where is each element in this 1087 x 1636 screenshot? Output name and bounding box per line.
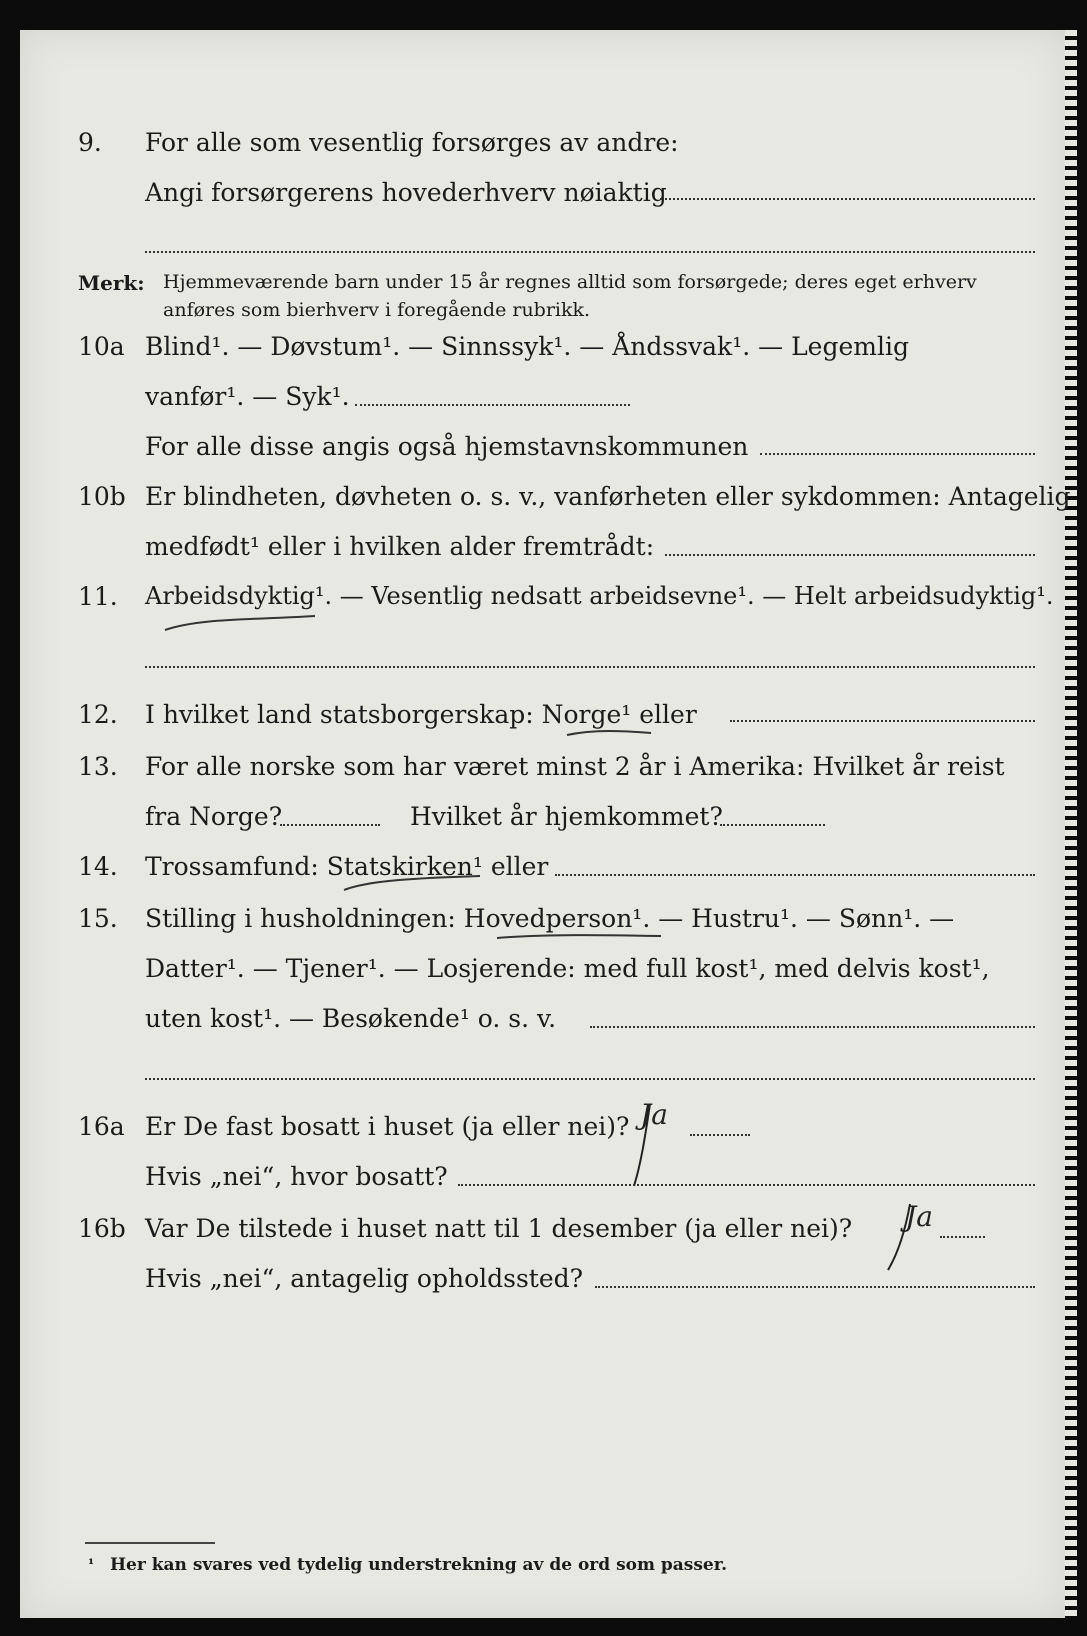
q9-line2: Angi forsørgerens hovederhverv nøiaktig (145, 178, 667, 207)
q11-line1: Arbeidsdyktig¹. — Vesentlig nedsatt arbeidsevne¹. — Helt arbeidsudyktig¹. (145, 582, 1054, 610)
q16b-answer-line[interactable] (940, 1236, 985, 1238)
q16a-handwritten-answer: Ja (640, 1098, 668, 1131)
q10a-line3: For alle disse angis også hjemstavnskommunen (145, 432, 749, 461)
q15-answer-line-2[interactable] (145, 1078, 1035, 1080)
q14-line1: Trossamfund: Statskirken¹ eller (145, 852, 549, 881)
q16b-number: 16b (78, 1214, 126, 1243)
q11-number: 11. (78, 582, 118, 611)
q13-line2a: fra Norge? (145, 802, 283, 831)
q16b-opholdssted-line[interactable] (595, 1286, 1035, 1288)
q10a-line1: Blind¹. — Døvstum¹. — Sinnssyk¹. — Åndssvak¹. — Legemlig (145, 332, 909, 361)
footnote-mark: ¹ (88, 1557, 95, 1573)
q13-hjemkommet-line[interactable] (720, 824, 825, 826)
footnote-rule (85, 1542, 215, 1544)
q10a-line2: vanfør¹. — Syk¹. (145, 382, 350, 411)
q16a-bosatt-line[interactable] (458, 1184, 1035, 1186)
q15-handwritten-underline (495, 930, 665, 944)
q10b-line2: medfødt¹ eller i hvilken alder fremtrådt: (145, 532, 655, 561)
q9-answer-line-2[interactable] (145, 251, 1035, 253)
q13-line2b: Hvilket år hjemkommet? (410, 802, 723, 831)
q16b-handwritten-answer: Ja (905, 1200, 933, 1233)
q9-answer-line[interactable] (660, 198, 1035, 200)
q14-handwritten-underline (340, 872, 485, 894)
q10b-answer-line[interactable] (665, 554, 1035, 556)
q16a-answer-line[interactable] (690, 1134, 750, 1136)
q13-line1: For alle norske som har været minst 2 år i Amerika: Hvilket år reist (145, 752, 1005, 781)
q10a-number: 10a (78, 332, 125, 361)
q15-line3: uten kost¹. — Besøkende¹ o. s. v. (145, 1004, 557, 1033)
q10b-number: 10b (78, 482, 126, 511)
footnote-text: Her kan svares ved tydelig understrekning av de ord som passer. (110, 1555, 728, 1575)
q16b-line2: Hvis „nei“, antagelig opholdssted? (145, 1264, 584, 1293)
q10a-hjemstavn-line[interactable] (760, 453, 1035, 455)
q15-number: 15. (78, 904, 118, 933)
q11-handwritten-underline (160, 608, 320, 638)
merk-line1: Hjemmeværende barn under 15 år regnes alltid som forsørgede; deres eget erhverv (163, 271, 977, 293)
merk-line2: anføres som bierhverv i foregående rubrikk. (163, 299, 591, 321)
merk-label: Merk: (78, 271, 145, 295)
perforated-edge (1065, 30, 1077, 1618)
q16b-ja-stroke (880, 1200, 920, 1275)
q16a-number: 16a (78, 1112, 125, 1141)
q13-reist-line[interactable] (280, 824, 380, 826)
q16a-ja-stroke (628, 1100, 658, 1190)
q14-answer-line[interactable] (555, 874, 1035, 876)
q12-handwritten-underline (565, 725, 655, 741)
q11-answer-line[interactable] (145, 666, 1035, 668)
q15-line1: Stilling i husholdningen: Hovedperson¹. — Hustru¹. — Sønn¹. — (145, 904, 955, 933)
q16a-line1: Er De fast bosatt i huset (ja eller nei)? (145, 1112, 630, 1141)
q10b-line1: Er blindheten, døvheten o. s. v., vanførheten eller sykdommen: Antagelig (145, 482, 1071, 511)
q12-number: 12. (78, 700, 118, 729)
q9-number: 9. (78, 128, 102, 157)
q16a-line2: Hvis „nei“, hvor bosatt? (145, 1162, 448, 1191)
q10a-answer-line[interactable] (355, 404, 630, 406)
q12-answer-line[interactable] (730, 720, 1035, 722)
q14-number: 14. (78, 852, 118, 881)
q16b-line1: Var De tilstede i huset natt til 1 desember (ja eller nei)? (145, 1214, 853, 1243)
q9-line1: For alle som vesentlig forsørges av andre: (145, 128, 679, 157)
q15-answer-line[interactable] (590, 1026, 1035, 1028)
q13-number: 13. (78, 752, 118, 781)
q15-line2: Datter¹. — Tjener¹. — Losjerende: med full kost¹, med delvis kost¹, (145, 954, 990, 983)
q12-line1: I hvilket land statsborgerskap: Norge¹ eller (145, 700, 697, 729)
